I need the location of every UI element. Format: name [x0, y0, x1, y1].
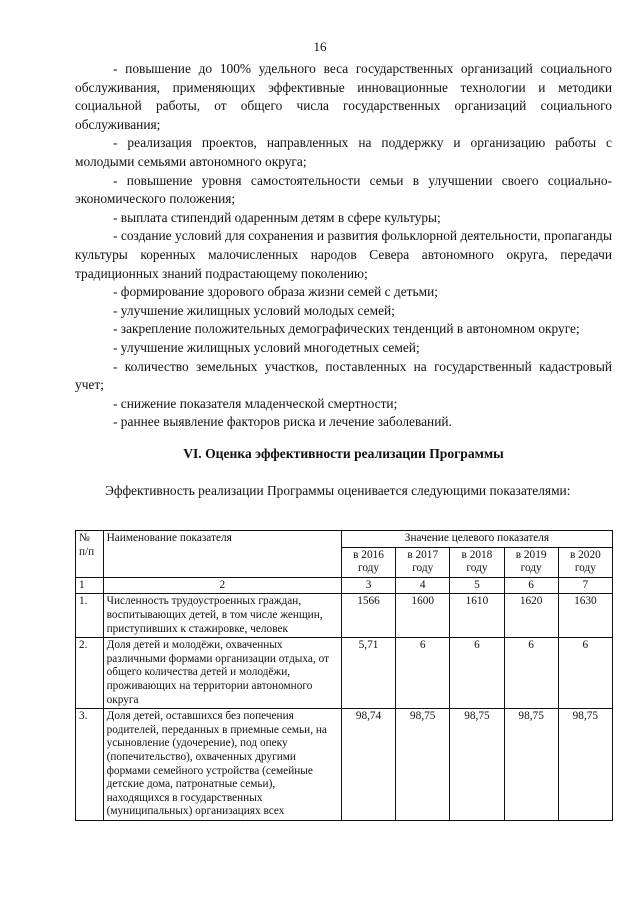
row-number: 2. — [76, 638, 104, 709]
list-item: - выплата стипендий одаренным детям в сфере культуры; — [113, 209, 441, 225]
column-number: 7 — [558, 577, 612, 594]
indicator-value: 6 — [504, 638, 558, 709]
column-number: 4 — [396, 577, 450, 594]
list-item: - количество земельных участков, поставленных на государственный кадастровый учет; — [75, 358, 612, 393]
column-number: 1 — [76, 577, 104, 594]
header-num: № п/п — [76, 531, 104, 578]
list-item: - повышение уровня самостоятельности семьи в улучшении своего социально-экономического положения; — [75, 172, 612, 207]
indicator-value: 6 — [396, 638, 450, 709]
list-item: - раннее выявление факторов риска и лечение заболеваний. — [113, 414, 452, 430]
header-year: в 2020 году — [558, 547, 612, 577]
header-group: Значение целевого показателя — [341, 531, 612, 548]
indicator-value: 98,75 — [450, 709, 504, 821]
row-number: 3. — [76, 709, 104, 821]
indicator-name: Доля детей и молодёжи, охваченных различными формами организации отдыха, от общего количества детей и молодёжи, проживающих на территории автономного округа — [103, 638, 341, 709]
section-title: VI. Оценка эффективности реализации Программы — [183, 446, 504, 461]
list-item: - реализация проектов, направленных на поддержку и организацию работы с молодыми семьями автономного округа; — [75, 135, 612, 169]
list-item: - формирование здорового образа жизни семей с детьми; — [113, 284, 438, 300]
indicator-name: Доля детей, оставшихся без попечения родителей, переданных в приемные семьи, на усыновление (удочерение), под опеку (попечительство), охваченных другими формами семейного устройства (семейные детские дома, патронатные семьи), находящихся в государственных (муниципальных) организациях всех — [103, 709, 341, 821]
indicator-value: 98,74 — [341, 709, 395, 821]
indicator-value: 98,75 — [558, 709, 612, 821]
table-row — [76, 594, 613, 638]
indicator-name: Численность трудоустроенных граждан, воспитывающих детей, в том числе женщин, приступивших к стажировке, человек — [103, 594, 341, 638]
header-year: в 2019 году — [504, 547, 558, 577]
column-number: 3 — [341, 577, 395, 594]
table-row — [76, 638, 613, 709]
indicator-value: 1600 — [396, 594, 450, 638]
header-year: в 2018 году — [450, 547, 504, 577]
header-year: в 2017 году — [396, 547, 450, 577]
list-item: - улучшение жилищных условий многодетных семей; — [113, 339, 420, 355]
indicator-value: 1630 — [558, 594, 612, 638]
table-header-row — [76, 531, 613, 548]
list-item: - повышение до 100% удельного веса государственных организаций социального обслуживания, применяющих эффективные инновационные технологии и методики социальной работы, от общего числа государственных организаций социального обслуживания; — [75, 61, 612, 132]
column-number: 5 — [450, 577, 504, 594]
body-text — [75, 60, 612, 432]
indicator-value: 6 — [558, 638, 612, 709]
indicator-value: 98,75 — [396, 709, 450, 821]
row-number: 1. — [76, 594, 104, 638]
header-name: Наименование показателя — [103, 531, 341, 578]
column-number: 6 — [504, 577, 558, 594]
intro-paragraph: Эффективность реализации Программы оценивается следующими показателями: — [105, 483, 571, 498]
page-number: 16 — [313, 39, 327, 54]
list-item: - закрепление положительных демографических тенденций в автономном округе; — [113, 321, 580, 337]
list-item: - улучшение жилищных условий молодых семей; — [113, 302, 395, 318]
indicator-value: 6 — [450, 638, 504, 709]
table-row — [76, 709, 613, 821]
indicator-value: 1566 — [341, 594, 395, 638]
indicator-value: 1610 — [450, 594, 504, 638]
list-item: - снижение показателя младенческой смертности; — [113, 395, 398, 411]
indicator-value: 5,71 — [341, 638, 395, 709]
indicators-table — [75, 530, 613, 821]
list-item: - создание условий для сохранения и развития фольклорной деятельности, пропаганды культуры коренных малочисленных народов Севера автономного округа, передачи традиционных знаний подрастающему поколению; — [75, 228, 612, 281]
indicator-value: 98,75 — [504, 709, 558, 821]
table-column-numbers-row — [76, 577, 613, 594]
header-year: в 2016 году — [341, 547, 395, 577]
column-number: 2 — [103, 577, 341, 594]
indicator-value: 1620 — [504, 594, 558, 638]
